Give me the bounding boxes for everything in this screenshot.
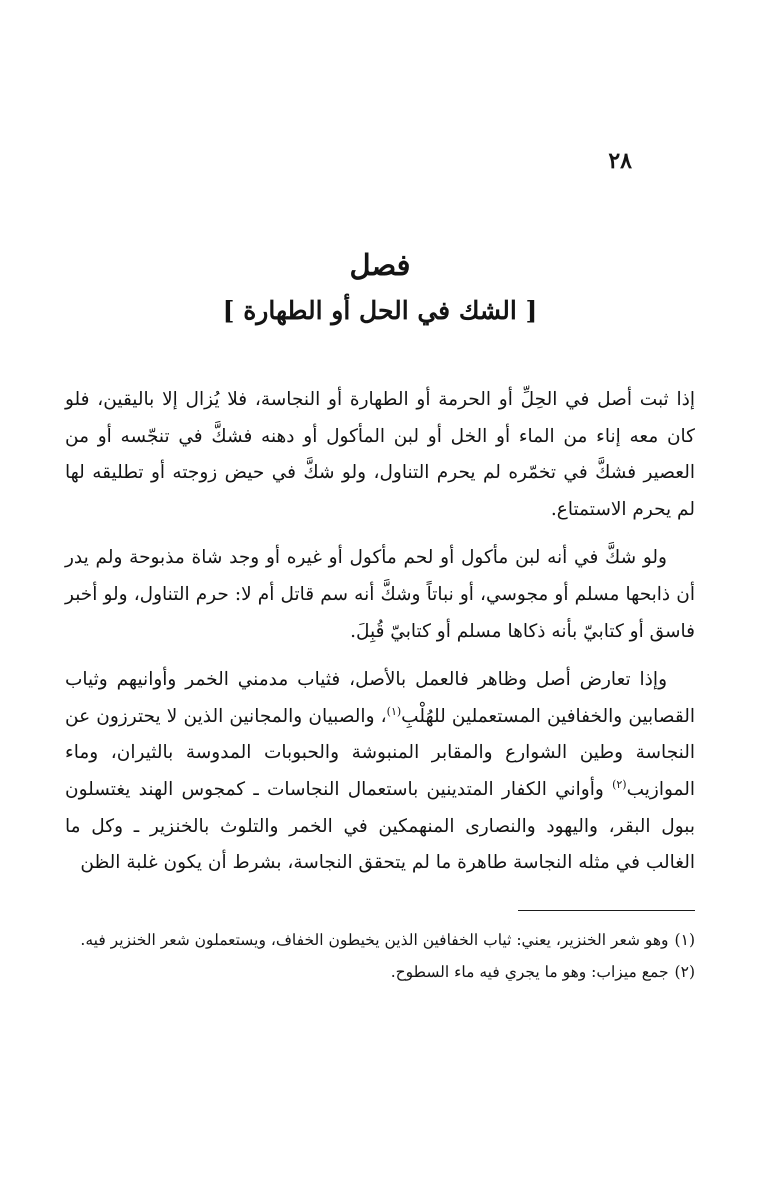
chapter-title: فصل — [349, 248, 411, 282]
footnote-ref-2: (٢) — [612, 777, 627, 791]
footnote-1-number: (١) — [674, 931, 695, 949]
footnote-2 — [65, 958, 695, 986]
paragraph-2: ولو شكَّ في أنه لبن مأكول أو لحم مأكول أو غيره أو وجد شاة مذبوحة ولم يدر أن ذابحها مسلم أو مجوسي، أو نباتاً وشكَّ أنه سم قاتل أم لا: حرم التناول، ولو أخبر فاسق أو كتابيّ بأنه ذكاها مسلم أو كتابيّ قُبِلَ. — [65, 547, 695, 642]
footnote-1 — [65, 926, 695, 954]
footnote-2-number: (٢) — [674, 963, 695, 981]
paragraph-3-part-3: وأواني الكفار المتدينين باستعمال النجاسات ـ كمجوس الهند يغتسلون ببول البقر، واليهود والنصارى المنهمكين في الخمر والتلوث بالخنزير ـ وكل ما الغالب في مثله النجاسة طاهرة ما لم يتحقق النجاسة، بشرط أن يكون غلبة الظن — [65, 778, 695, 874]
paragraph-3 — [65, 662, 695, 882]
footnote-divider — [518, 910, 695, 911]
paragraph-1: إذا ثبت أصل في الحِلِّ أو الحرمة أو الطهارة أو النجاسة، فلا يُزال إلا باليقين، فلو كان معه إناء من الماء أو الخل أو لبن المأكول أو دهنه فشكَّ في تنجّسه أو من العصير فشكَّ في تخمّره لم يحرم التناول، ولو شكَّ في حيض زوجته أو تطليقه لها لم يحرم الاستمتاع. — [65, 389, 695, 520]
page-number: ٢٨ — [608, 148, 632, 174]
footnote-1-text: وهو شعر الخنزير، يعني: ثياب الخفافين الذين يخيطون الخفاف، ويستعملون شعر الخنزير فيه. — [80, 931, 669, 949]
section-title: [ الشك في الحل أو الطهارة ] — [222, 296, 538, 325]
footnote-2-text: جمع ميزاب: وهو ما يجري فيه ماء السطوح. — [390, 963, 669, 981]
body-text — [65, 382, 695, 882]
footnote-ref-1: (١) — [386, 704, 402, 718]
footnotes — [65, 926, 695, 990]
paragraph-3-part-1: وإذا تعارض أصل وظاهر فالعمل بالأصل، فثياب مدمني الخمر وأوانيهم وثياب القصابين والخفافين المستعملين للهُلْبِ — [65, 669, 695, 727]
paragraph-3-part-2: ، والصبيان والمجانين الذين لا يحترزون عن النجاسة وطين الشوارع والمقابر المنبوشة والحبوبات المدوسة بالثيران، وماء الموازيب — [65, 705, 695, 800]
